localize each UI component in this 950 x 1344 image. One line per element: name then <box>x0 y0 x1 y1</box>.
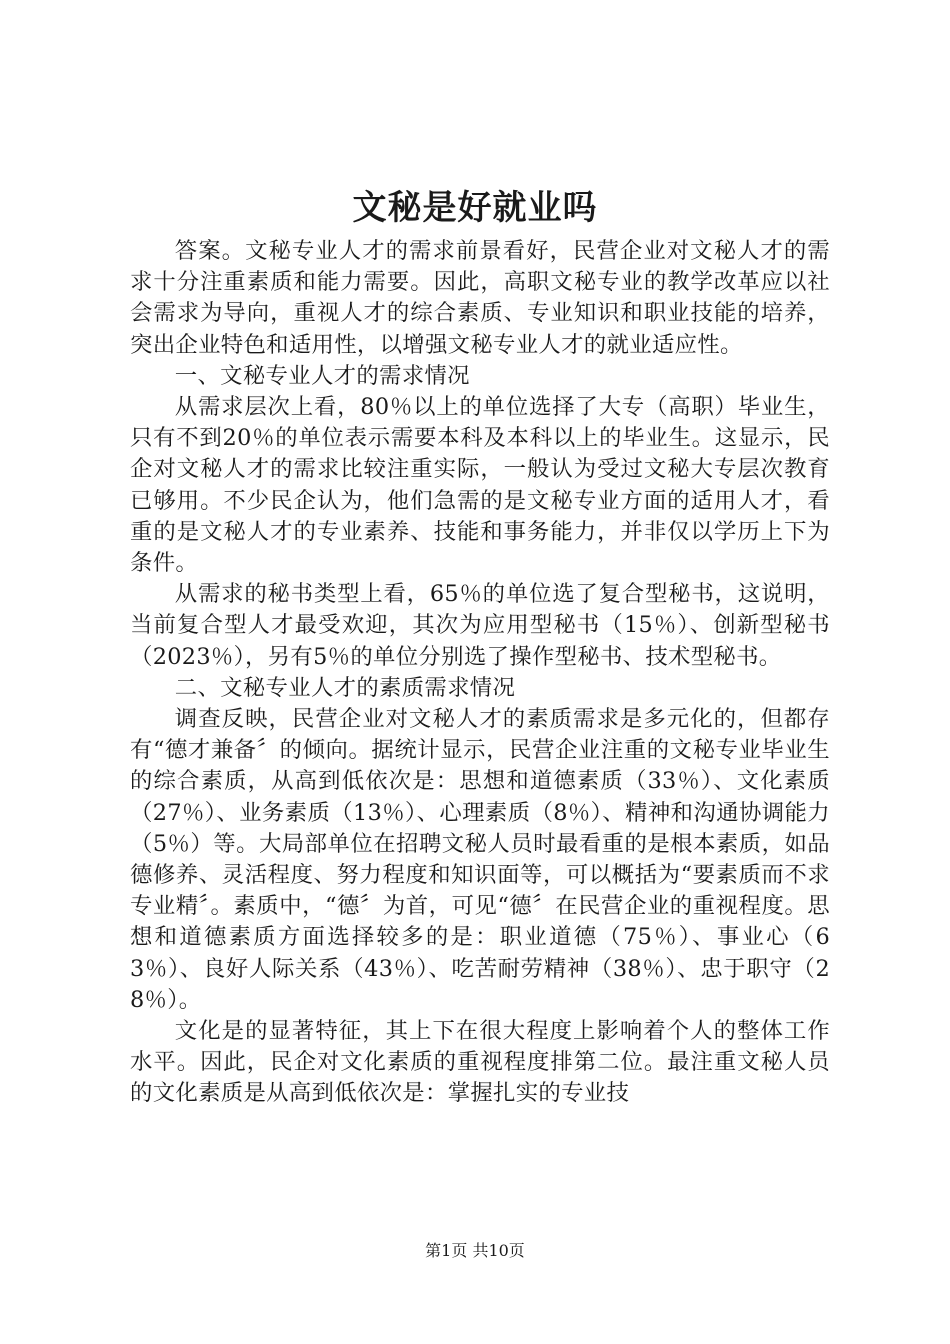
page-footer: 第1页 共10页 <box>425 1241 525 1260</box>
document-body <box>130 236 830 1110</box>
section-heading-1: 一、文秘专业人才的需求情况 <box>174 362 470 389</box>
paragraph-quality-demand: 调查反映，民营企业对文秘人才的素质需求是多元化的，但都存有“德才兼备〞的倾向。据统计显示，民营企业注重的文秘专业毕业生的综合素质，从高到低依次是：思想和道德素质（33％）、文化素质（27％）、业务素质（13％）、心理素质（8％）、精神和沟通协调能力（5％）等。大局部单位在招聘文秘人员时最看重的是根本素质，如品德修养、灵活程度、努力程度和知识面等，可以概括为“要素质而不求专业精〞。素质中，“德〞为首，可见“德〞在民营企业的重视程度。思想和道德素质方面选择较多的是：职业道德（75％）、事业心（63％）、良好人际关系（43％）、吃苦耐劳精神（38％）、忠于职守（28％）。 <box>130 706 830 1013</box>
paragraph-secretary-types: 从需求的秘书类型上看，65％的单位选了复合型秘书，这说明，当前复合型人才最受欢迎，其次为应用型秘书（15％）、创新型秘书（2023％），另有5％的单位分别选了操作型秘书、技术型秘书。 <box>130 581 830 670</box>
section-heading-2: 二、文秘专业人才的素质需求情况 <box>174 674 516 701</box>
paragraph-culture: 文化是的显著特征，其上下在很大程度上影响着个人的整体工作水平。因此，民企对文化素质的重视程度排第二位。最注重文秘人员的文化素质是从高到低依次是：掌握扎实的专业技 <box>130 1018 830 1107</box>
paragraph-intro: 答案。文秘专业人才的需求前景看好，民营企业对文秘人才的需求十分注重素质和能力需要。因此，高职文秘专业的教学改革应以社会需求为导向，重视人才的综合素质、专业知识和职业技能的培养，突出企业特色和适用性，以增强文秘专业人才的就业适应性。 <box>130 238 830 358</box>
paragraph-demand-level: 从需求层次上看，80％以上的单位选择了大专（高职）毕业生，只有不到20％的单位表示需要本科及本科以上的毕业生。这显示，民企对文秘人才的需求比较注重实际，一般认为受过文秘大专层次教育已够用。不少民企认为，他们急需的是文秘专业方面的适用人才，看重的是文秘人才的专业素养、技能和事务能力，并非仅以学历上下为条件。 <box>130 394 830 577</box>
document-title: 文秘是好就业吗 <box>352 188 598 228</box>
